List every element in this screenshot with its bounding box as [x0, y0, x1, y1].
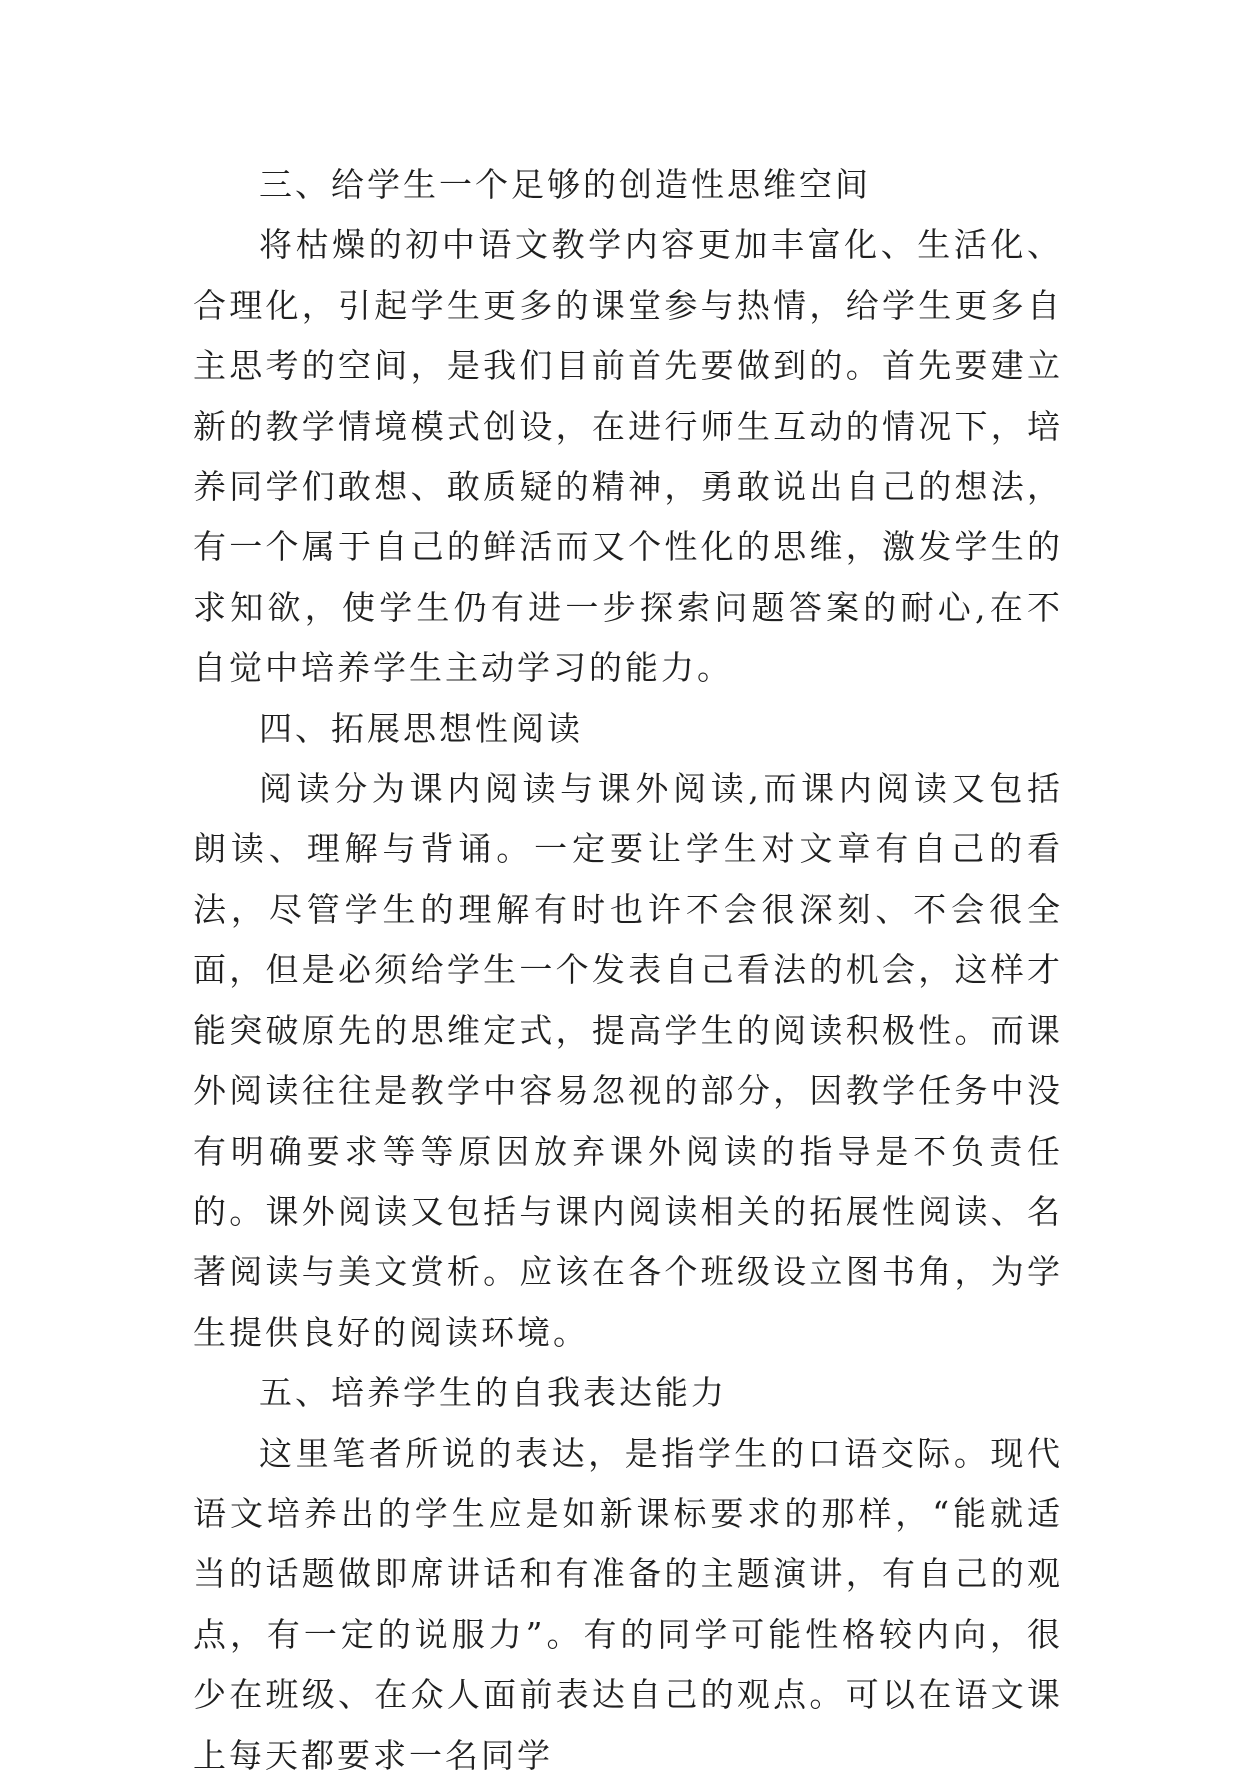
section-heading-5: 五、培养学生的自我表达能力 [259, 1373, 727, 1413]
paragraph-reading: 阅读分为课内阅读与课外阅读,而课内阅读又包括朗读、理解与背诵。一定要让学生对文章有自己的看法，尽管学生的理解有时也许不会很深刻、不会很全面，但是必须给学生一个发表自己看法的机会，这样才能突破原先的思维定式，提高学生的阅读积极性。而课外阅读往往是教学中容易忽视的部分，因教学任务中没有明确要求等等原因放弃课外阅读的指导是不负责任的。课外阅读又包括与课内阅读相关的拓展性阅读、名著阅读与美文赏析。应该在各个班级设立图书角，为学生提供良好的阅读环境。 [193, 769, 1063, 1352]
document-body [193, 155, 1063, 1786]
section-heading-4: 四、拓展思想性阅读 [259, 708, 583, 748]
paragraph-expression: 这里笔者所说的表达，是指学生的口语交际。现代语文培养出的学生应是如新课标要求的那样，“能就适当的话题做即席讲话和有准备的主题演讲，有自己的观点，有一定的说服力”。有的同学可能性格较内向，很少在班级、在众人面前表达自己的观点。可以在语文课上每天都要求一名同学 [193, 1433, 1063, 1775]
paragraph-creative-thinking: 将枯燥的初中语文教学内容更加丰富化、生活化、合理化，引起学生更多的课堂参与热情，给学生更多自主思考的空间，是我们目前首先要做到的。首先要建立新的教学情境模式创设，在进行师生互动的情况下，培养同学们敢想、敢质疑的精神，勇敢说出自己的想法，有一个属于自己的鲜活而又个性化的思维，激发学生的求知欲，使学生仍有进一步探索问题答案的耐心,在不自觉中培养学生主动学习的能力。 [193, 225, 1063, 688]
section-heading-3: 三、给学生一个足够的创造性思维空间 [259, 165, 871, 204]
